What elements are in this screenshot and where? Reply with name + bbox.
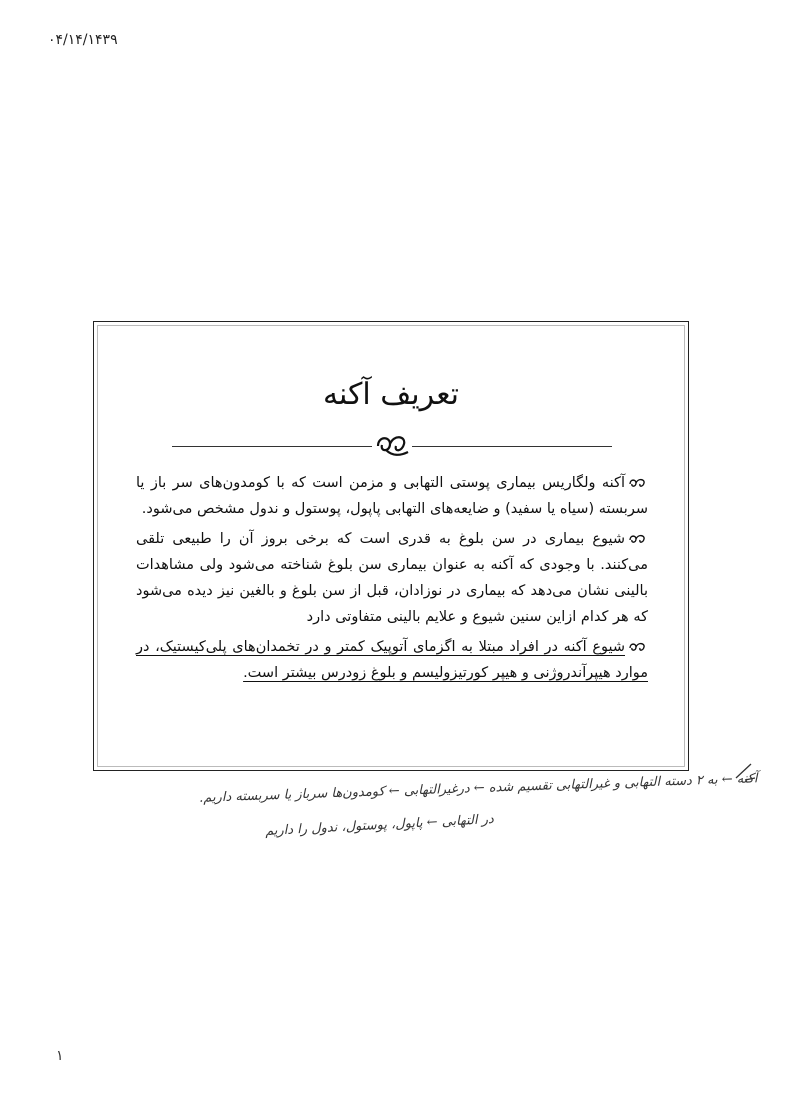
bullet-item [136, 470, 648, 522]
bullet-item [136, 634, 648, 686]
slide-title: تعریف آکنه [322, 377, 460, 412]
slide-frame [93, 321, 689, 771]
bullet-ornament-icon [628, 533, 648, 545]
document-date: ۰۴/۱۴/۱۴۳۹ [48, 32, 118, 48]
handwritten-note-line-2: در التهابی ← پاپول، پوستول، ندول را داریم [264, 812, 495, 839]
handwritten-note-line-1: آکنه ← به ۲ دسته التهابی و غیرالتهابی تقسیم شده ← درغیرالتهابی ← کومدون‌ها سرباز یا سربسته داریم. [199, 771, 759, 806]
bullet-ornament-icon [628, 641, 648, 653]
bullet-text: شیوع بیماری در سن بلوغ به قدری است که برخی بروز آن را طبیعی تلقی می‌کنند. با وجودی که آکنه به عنوان بیماری سن بلوغ شناخته می‌شود ولی مشاهدات بالینی نشان می‌دهد که بیماری در نوزادان، قبل از سن بلوغ و بالغین نیز دیده می‌شود که هر کدام ازاین سنین شیوع و علایم بالینی متفاوتی دارد [136, 531, 648, 625]
bullet-text: آکنه ولگاریس بیماری پوستی التهابی و مزمن است که با کومدون‌های سر باز یا سربسته (سیاه یا سفید) و ضایعه‌های التهابی پاپول، پوستول و ندول مشخص می‌شود. [136, 475, 648, 517]
slide-body [136, 470, 648, 690]
page-number: ۱ [56, 1048, 64, 1064]
ornament-icon [372, 430, 412, 460]
bullet-text: شیوع آکنه در افراد مبتلا به اگزمای آتوپیک کمتر و در تخمدان‌های پلی‌کیستیک، در موارد هیپرآندروژنی و هیپر کورتیزولیسم و بلوغ زودرس بیشتر است. [136, 639, 648, 681]
bullet-ornament-icon [628, 477, 648, 489]
bullet-item [136, 526, 648, 630]
